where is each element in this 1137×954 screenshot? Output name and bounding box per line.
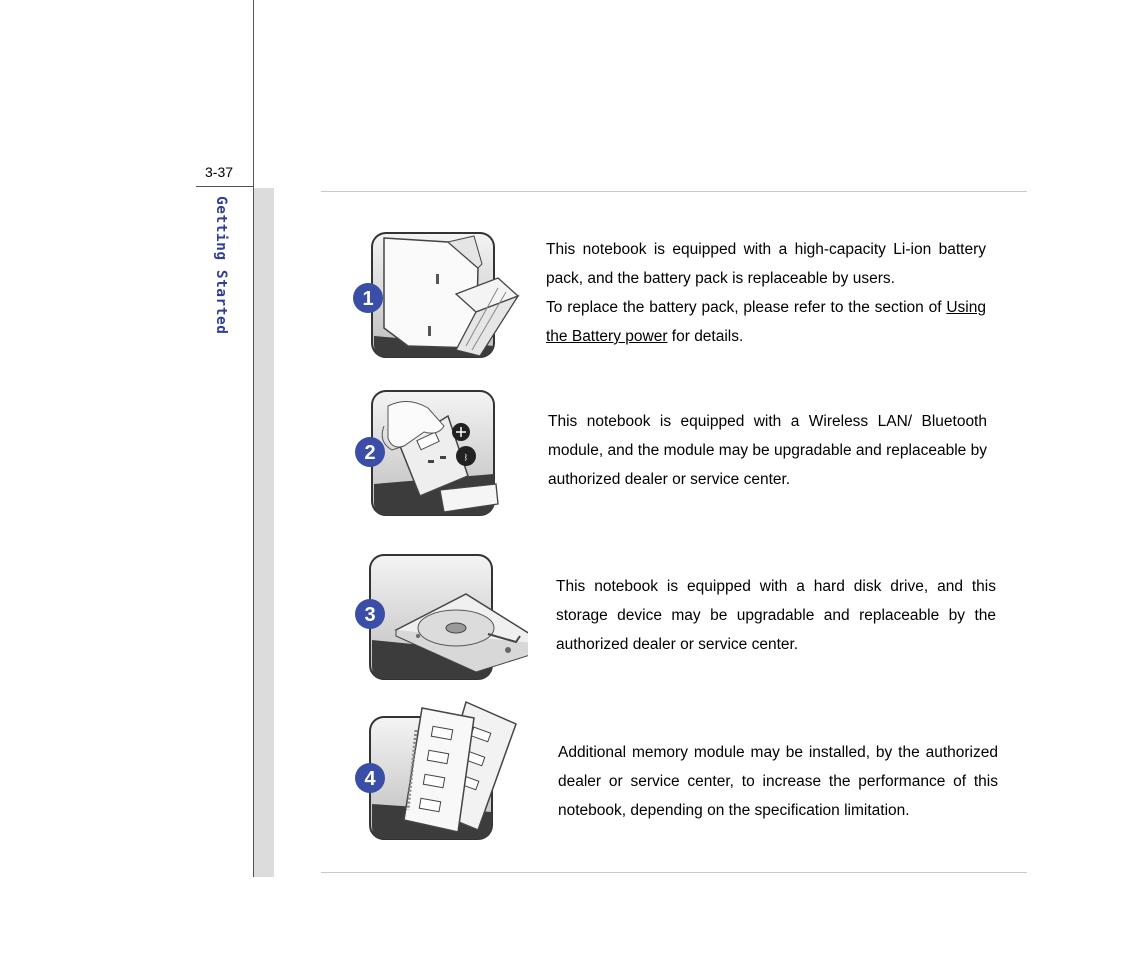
hard-disk-description: This notebook is equipped with a hard disk drive, and this storage device may be upgradable and replaceable by the authorized dealer or service center. bbox=[556, 578, 996, 653]
memory-module-illustration bbox=[348, 700, 528, 840]
hard-disk-illustration bbox=[348, 550, 528, 690]
top-rule bbox=[321, 191, 1027, 192]
svg-text:ᛒ: ᛒ bbox=[463, 453, 469, 462]
memory-description: Additional memory module may be installed, by the authorized dealer or service center, to increase the performance of this notebook, depending on the specification limitation. bbox=[558, 744, 998, 819]
battery-reference-suffix: for details. bbox=[671, 328, 744, 345]
badge-2: 2 bbox=[364, 442, 376, 464]
badge-1: 1 bbox=[362, 288, 374, 310]
wireless-description: This notebook is equipped with a Wireless LAN/ Bluetooth module, and the module may be upgradable and replaceable by authorized dealer or service center. bbox=[548, 413, 987, 488]
battery-description bbox=[546, 235, 986, 351]
badge-3: 3 bbox=[364, 604, 376, 626]
wireless-module-illustration bbox=[348, 386, 528, 526]
battery-power-link[interactable]: Using the Battery power bbox=[546, 299, 986, 345]
sidebar-bar bbox=[254, 188, 274, 877]
battery-paragraph: This notebook is equipped with a high-capacity Li-ion battery pack, and the battery pack is replaceable by users. bbox=[546, 241, 986, 287]
page-number-rule bbox=[196, 186, 254, 187]
battery-reference-prefix: To replace the battery pack, please refer to the section of bbox=[546, 299, 942, 316]
battery-illustration bbox=[348, 228, 528, 368]
bottom-rule bbox=[321, 872, 1027, 873]
section-label: Getting Started bbox=[213, 196, 229, 335]
badge-4: 4 bbox=[364, 768, 376, 790]
page-number: 3-37 bbox=[205, 164, 234, 180]
